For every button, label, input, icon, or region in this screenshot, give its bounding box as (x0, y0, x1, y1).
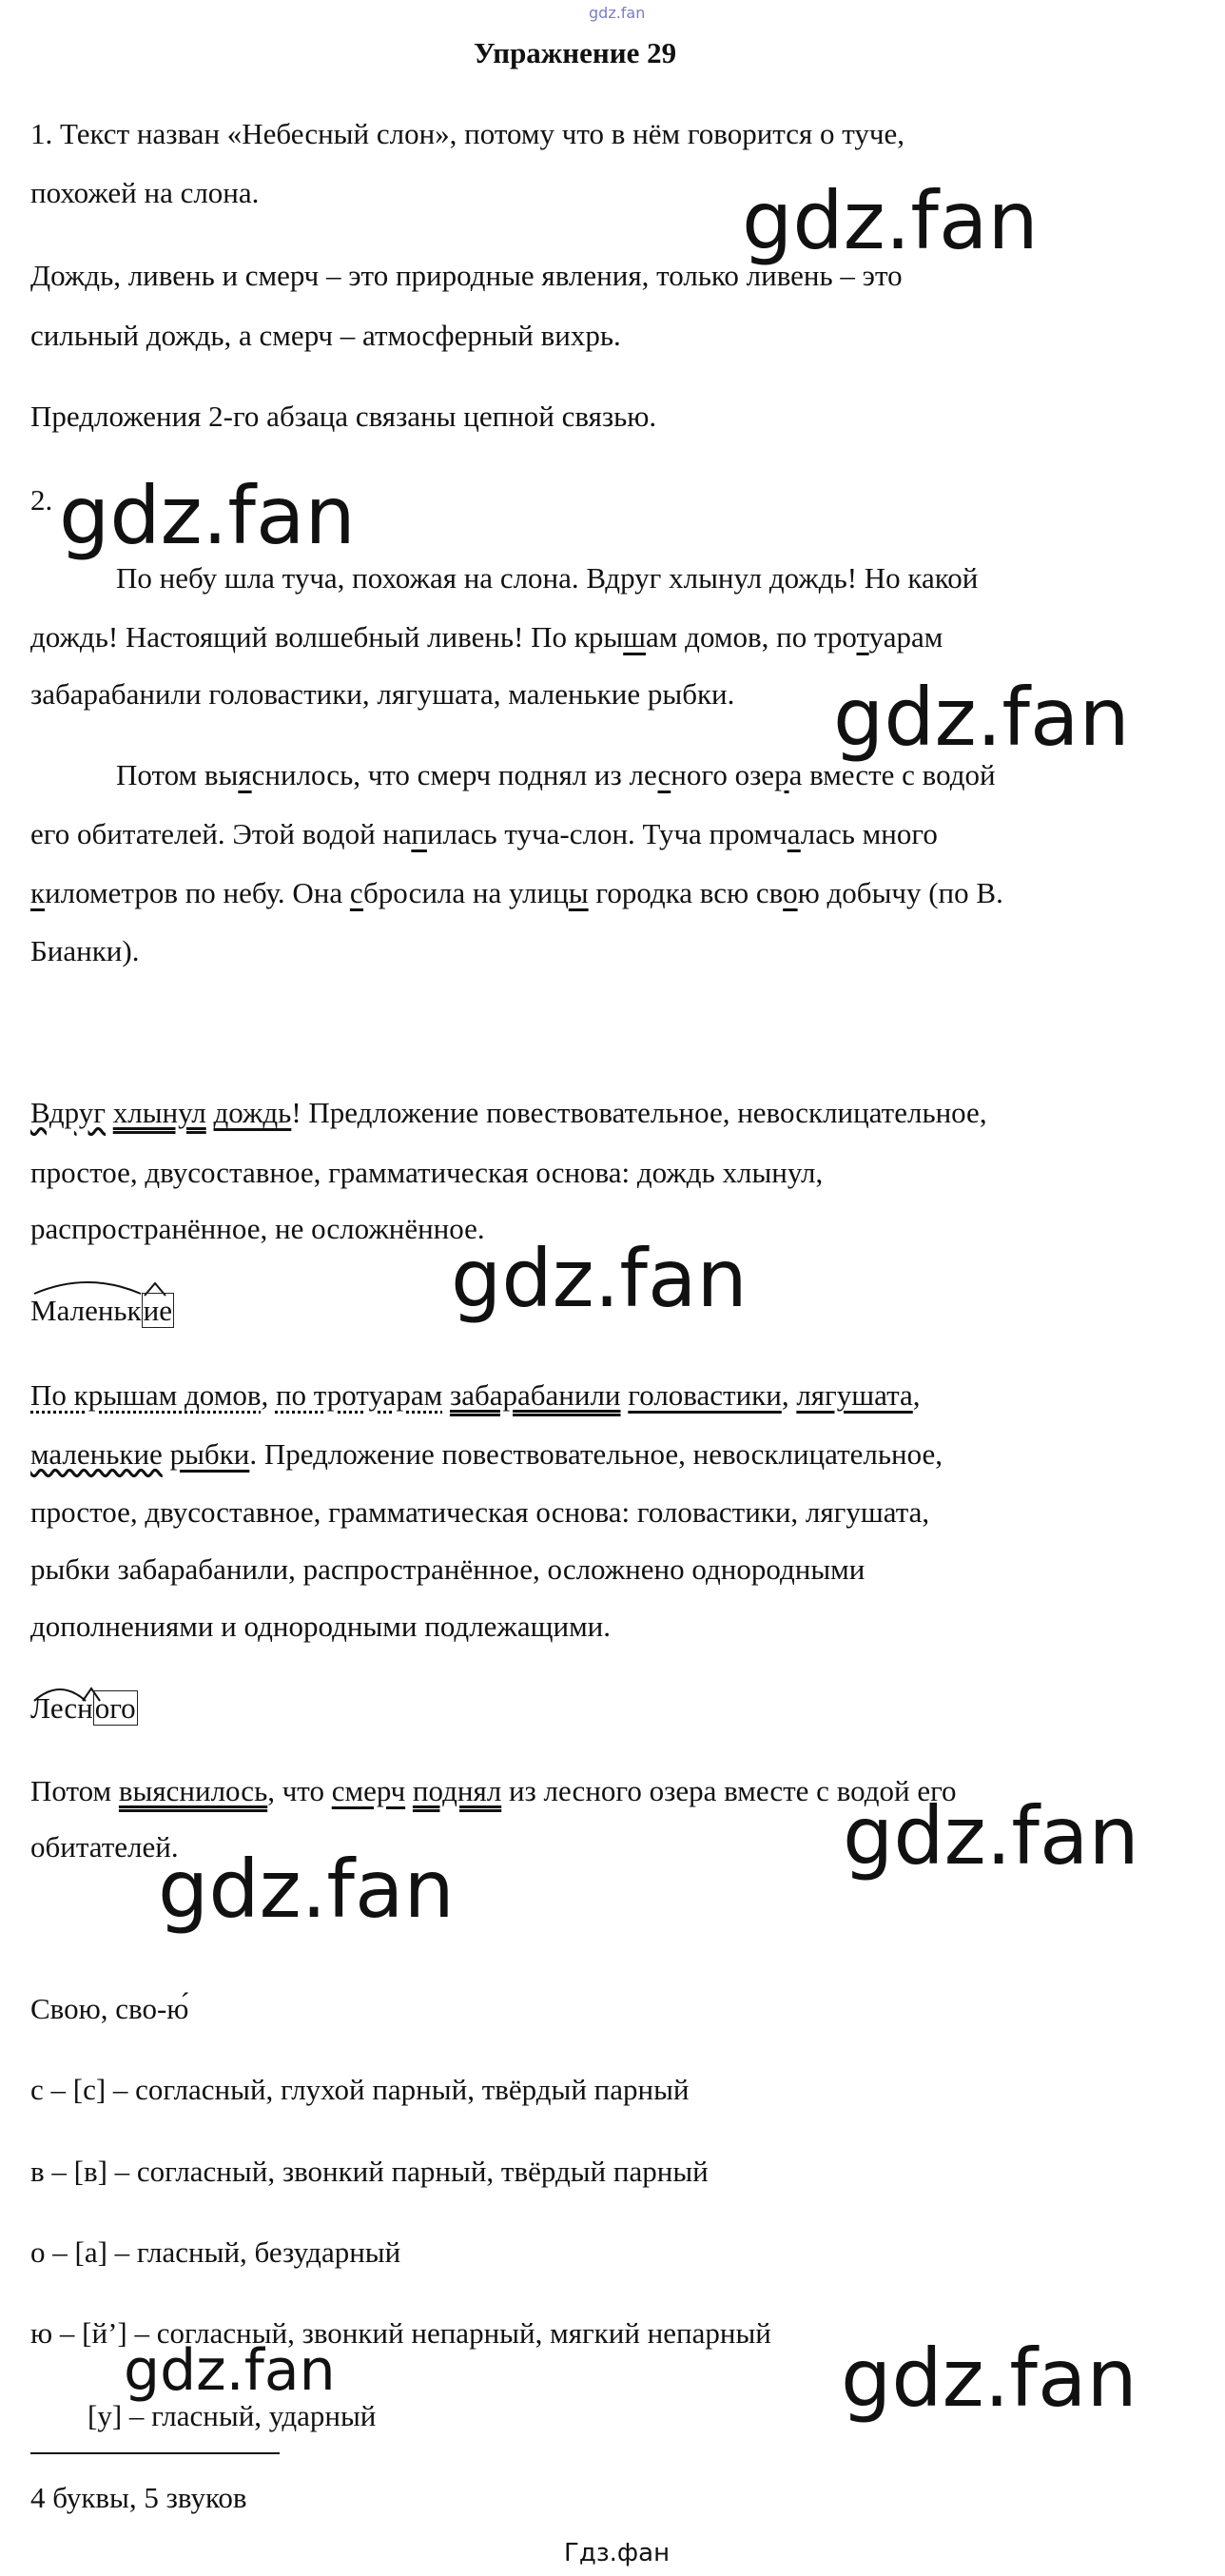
segment: бросила на улиц (363, 876, 569, 909)
segment: Потом (30, 1774, 119, 1807)
orthogram: о (783, 876, 798, 909)
stem: Маленьк (30, 1294, 142, 1327)
segment: , (261, 1378, 276, 1412)
orthogram: т (856, 620, 869, 654)
text-para1-line-2 (30, 618, 943, 656)
analysis-1-line-3: распространённое, не осложнённое. (30, 1212, 485, 1245)
segment: ! Предложение повествовательное, невосклицательное, (291, 1096, 987, 1129)
morph-word-2 (30, 1689, 138, 1727)
watermark: gdz.fan (841, 2332, 1138, 2425)
watermark: gdz.fan (833, 671, 1130, 764)
orthogram: а (787, 817, 801, 850)
adverbial: Вдруг (30, 1096, 106, 1129)
orthogram: п (411, 817, 427, 850)
segment: ам домов, по тро (646, 620, 857, 654)
stem: Лесн (30, 1691, 93, 1725)
orthogram: с (657, 758, 671, 791)
answer-2-number: 2. (30, 483, 53, 517)
segment: городка всю св (588, 876, 784, 909)
phonetic-v: в – [в] – согласный, звонкий парный, твёрдый парный (30, 2155, 709, 2188)
morph-word-1 (30, 1292, 174, 1330)
predicate-1: выяснилось (118, 1774, 268, 1807)
watermark: gdz.fan (124, 2337, 336, 2404)
text-para2-line-2 (30, 815, 938, 853)
watermark: gdz.fan (742, 174, 1039, 267)
ending-box: ие (143, 1294, 172, 1327)
analysis-2-line-4: рыбки забарабанили, распространённое, осложнено однородными (30, 1552, 865, 1586)
subject-2: лягушата (796, 1378, 913, 1412)
watermark: gdz.fan (843, 1789, 1139, 1883)
phonetic-o: о – [а] – гласный, безударный (30, 2235, 401, 2269)
segment: илась туча-слон. Туча промч (426, 817, 788, 850)
subject-1: головастики (628, 1378, 782, 1412)
ending-box: ого (94, 1691, 136, 1725)
subject-3: рыбки (169, 1437, 250, 1471)
answer-1-line-1: 1. Текст назван «Небесный слон», потому что в нём говорится о туче, (30, 117, 904, 150)
analysis-2-line-1 (30, 1376, 921, 1415)
subject: смерч (331, 1774, 406, 1807)
text-para2-line-3 (30, 874, 1003, 912)
phonetic-total: 4 буквы, 5 звуков (30, 2481, 247, 2514)
analysis-3-line-1 (30, 1772, 957, 1810)
analysis-2-line-5: дополнениями и однородными подлежащими. (30, 1610, 612, 1643)
footer-site-name: Гдз.фан (564, 2539, 671, 2567)
answer-1-line-2: похожей на слона. (30, 176, 260, 209)
page-title: Упражнение 29 (474, 36, 677, 69)
answer-1-para2-line-1: Дождь, ливень и смерч – это природные явления, только ливень – это (30, 259, 903, 292)
analysis-2-line-3: простое, двусоставное, грамматическая основа: головастики, лягушата, (30, 1495, 930, 1529)
phonetic-yu-2: [у] – гласный, ударный (88, 2399, 377, 2432)
subject: дождь (213, 1096, 292, 1129)
predicate: забарабанили (449, 1378, 621, 1412)
analysis-2-line-2 (30, 1435, 943, 1473)
segment: . Предложение повествовательное, невосклицательное, (249, 1437, 943, 1471)
analysis-1-line-1 (30, 1094, 987, 1132)
segment: ю добычу (по В. (797, 876, 1003, 909)
segment: , (912, 1378, 921, 1412)
orthogram: я (238, 758, 252, 791)
adverbial-2: по тротуарам (275, 1378, 443, 1412)
segment: уарам (868, 620, 943, 654)
top-stamp: gdz.fan (589, 4, 646, 22)
segment: Потом вы (116, 758, 239, 791)
segment: из лесного озера вместе с водой его (501, 1774, 957, 1807)
segment: ного озе (671, 758, 775, 791)
orthogram: ы (568, 876, 589, 909)
answer-1-para2-line-2: сильный дождь, а смерч – атмосферный вихрь. (30, 319, 621, 352)
orthogram: ш (623, 620, 647, 654)
text-para1-line-3: забарабанили головастики, лягушата, маленькие рыбки. (30, 677, 735, 711)
phonetic-word: Свою, сво-ю́ (30, 1992, 189, 2025)
answer-1-para3: Предложения 2-го абзаца связаны цепной связью. (30, 400, 657, 433)
phonetic-yu: ю – [й’] – согласный, звонкий непарный, мягкий непарный (30, 2316, 771, 2350)
segment: его обитателей. Этой водой на (30, 817, 412, 850)
orthogram: р (774, 758, 789, 791)
attribute: маленькие (30, 1437, 163, 1471)
orthogram: с (349, 876, 364, 909)
analysis-1-line-2: простое, двусоставное, грамматическая основа: дождь хлынул, (30, 1156, 824, 1189)
orthogram: к (30, 876, 46, 909)
segment: дождь! Настоящий волшебный ливень! По кры (30, 620, 624, 654)
phonetic-s: с – [с] – согласный, глухой парный, твёрдый парный (30, 2073, 690, 2106)
segment: илометров по небу. Она (45, 876, 350, 909)
adverbial-1: По крышам домов (30, 1378, 262, 1412)
segment: а вместе с водой (788, 758, 996, 791)
predicate-2: поднял (412, 1774, 502, 1807)
watermark: gdz.fan (158, 1843, 455, 1936)
text-para2-line-4: Бианки). (30, 934, 140, 967)
predicate: хлынул (112, 1096, 206, 1129)
segment: снилось, что смерч поднял из ле (251, 758, 658, 791)
segment: , что (267, 1774, 332, 1807)
segment: лась много (800, 817, 938, 850)
text-para1-line-1: По небу шла туча, похожая на слона. Вдруг хлынул дождь! Но какой (116, 561, 979, 595)
segment (442, 1378, 450, 1412)
segment: , (781, 1378, 797, 1412)
watermark: gdz.fan (59, 469, 356, 562)
divider-line (30, 2452, 280, 2454)
watermark: gdz.fan (451, 1232, 748, 1325)
analysis-3-line-2: обитателей. (30, 1830, 179, 1864)
